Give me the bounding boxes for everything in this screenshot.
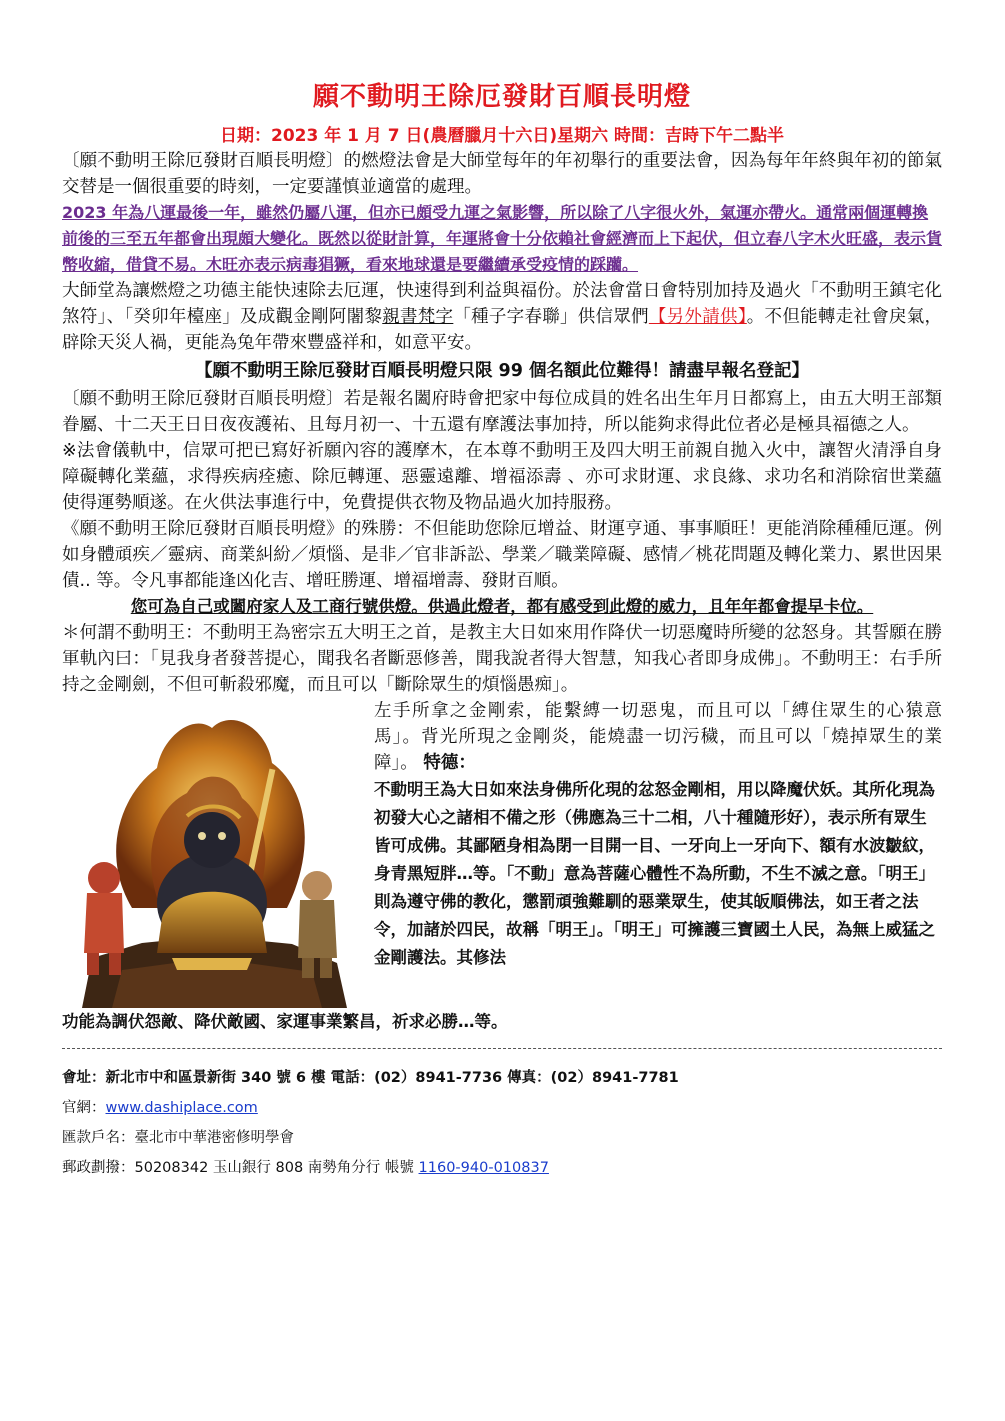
blessing-text-b: 親書梵字 <box>382 307 454 327</box>
ritual-paragraph: ※法會儀軌中，信眾可把已寫好祈願內容的護摩木，在本尊不動明王及四大明王前親自拋入火中，讓智火清淨自身障礙轉化業蘊，求得疾病痊癒、除厄轉運、惡靈遠離、增福添壽 、亦可求財運、求良緣、求功名和消除宿世業蘊使得運勢順遂。在火供法事進行中，免費提供衣物及物品過火加持服務。 <box>62 441 942 513</box>
postal-line <box>62 1153 942 1183</box>
flyer-page <box>62 0 942 1183</box>
acala-tools-paragraph <box>374 698 942 776</box>
benefit-paragraph: 《願不動明王除厄發財百順長明燈》的殊勝：不但能助您除厄增益、財運亨通、事事順旺！更能消除種種厄運。例如身體頑疾／靈病、商業糾紛／煩惱、是非／官非訴訟、學業／職業障礙、感情／桃花問題及轉化業力、累世因果債.. 等。令凡事都能逢凶化吉、增旺勝運、增福增壽、發財百順。 <box>62 519 942 591</box>
practice-function-line: 功能為調伏怨敵、降伏敵國、家運事業繁昌，祈求必勝…等。 <box>62 1012 508 1031</box>
intro-paragraph: 〔願不動明王除厄發財百順長明燈〕的燃燈法會是大師堂每年的年初舉行的重要法會，因為每年年終與年初的節氣交替是一個很重要的時刻，一定要謹慎並適當的處理。 <box>62 151 942 197</box>
acala-intro-paragraph: ＊何謂不動明王：不動明王為密宗五大明王之首，是教主大日如來用作降伏一切惡魔時所變的忿怒身。其誓願在勝軍軌內曰：「見我身者發菩提心，聞我名者斷惡修善，聞我說者得大智慧，知我心者即身成佛」。不動明王：右手所持之金剛劍，不但可斬殺邪魔，而且可以「斷除眾生的煩惱愚痴」。 <box>62 623 942 695</box>
postal-label: 郵政劃撥：50208342 玉山銀行 808 南勢角分行 帳號 <box>62 1160 419 1176</box>
description-column <box>374 698 942 972</box>
website-line <box>62 1093 942 1123</box>
acala-form-paragraph: 不動明王為大日如來法身佛所化現的忿怒金剛相，用以降魔伏妖。其所化現為初發大心之諸相不備之形（佛應為三十二相，八十種隨形好），表示所有眾生皆可成佛。其鄙陋身相為閉一目開一目、一牙向上一牙向下、額有水波皺紋，身青黑短胖…等。「不動」意為菩薩心體性不為所動，不生不滅之意。「明王」則為遵守佛的教化，懲罰頑強難馴的惡業眾生，使其皈順佛法，如王者之法令，加諸於四民，故稱「明王」。「明王」可擁護三寶國土人民，為無上威猛之金剛護法。其修法 <box>374 780 935 967</box>
feature-label: 特德： <box>423 753 476 773</box>
event-dateline: 日期：2023 年 1 月 7 日(農曆臘月十六日)星期六 時間：吉時下午二點半 <box>219 126 785 146</box>
blessing-text-c: 「種子字春聯」供信眾們 <box>453 307 649 327</box>
account-name-line: 匯款戶名：臺北市中華港密修明學會 <box>62 1130 294 1146</box>
blessing-text-a: 大師堂為讓燃燈之功德主能快速除去厄運，快速得到利益與福份。於法會當日會特別加持及過火「不動明王鎮宅化煞符」、「癸卯年檯座」及成觀金剛阿闍黎 <box>62 281 942 327</box>
account-number-link[interactable]: 1160-940-010837 <box>418 1160 549 1176</box>
blessing-text-e: 。不但能轉走社會戾氣，辟除天災人禍，更能為兔年帶來豐盛祥和，如意平安。 <box>62 307 943 353</box>
website-link[interactable]: www.dashiplace.com <box>105 1100 258 1116</box>
address-line: 會址：新北市中和區景新街 340 號 6 樓 電話：(02）8941-7736 傳真：(02）8941-7781 <box>62 1070 679 1086</box>
offering-note: 您可為自己或闔府家人及工商行號供燈。供過此燈者，都有感受到此燈的威力，且年年都會提早卡位。 <box>130 597 874 616</box>
acala-statue-image <box>62 708 352 1008</box>
divider <box>62 1048 942 1049</box>
contact-footer <box>62 1063 942 1183</box>
page-title: 願不動明王除厄發財百順長明燈 <box>312 82 691 112</box>
blessing-paragraph <box>62 278 942 356</box>
acala-tools-text: 左手所拿之金剛索，能繫縛一切惡鬼，而且可以「縛住眾生的心猿意馬」。背光所現之金剛炎，能燒盡一切污穢，而且可以「燒掉眾生的業障」。 <box>374 701 942 773</box>
household-paragraph: 〔願不動明王除厄發財百順長明燈〕若是報名闔府時會把家中每位成員的姓名出生年月日都寫上，由五大明王部類眷屬、十二天王日日夜夜護祐、且每月初一、十五還有摩護法事加持，所以能夠求得此位者必是極具福德之人。 <box>62 389 942 435</box>
blessing-text-d: 【另外請供】 <box>648 307 747 327</box>
quota-banner: 【願不動明王除厄發財百順長明燈只限 99 個名額此位難得！請盡早報名登記】 <box>194 361 810 381</box>
website-label: 官網： <box>62 1100 106 1116</box>
fortune-paragraph: 2023 年為八運最後一年，雖然仍屬八運，但亦已頗受九運之氣影響，所以除了八字很火外，氣運亦帶火。通常兩個運轉換前後的三至五年都會出現頗大變化。既然以從財計算，年運將會十分依賴社會經濟而上下起伏，但立春八字木火旺盛，表示貨幣收縮，借貸不易。木旺亦表示病毒猖獗，看來地球還是要繼續承受疫情的踩躪。 <box>62 203 943 274</box>
figure-section <box>62 698 942 1008</box>
